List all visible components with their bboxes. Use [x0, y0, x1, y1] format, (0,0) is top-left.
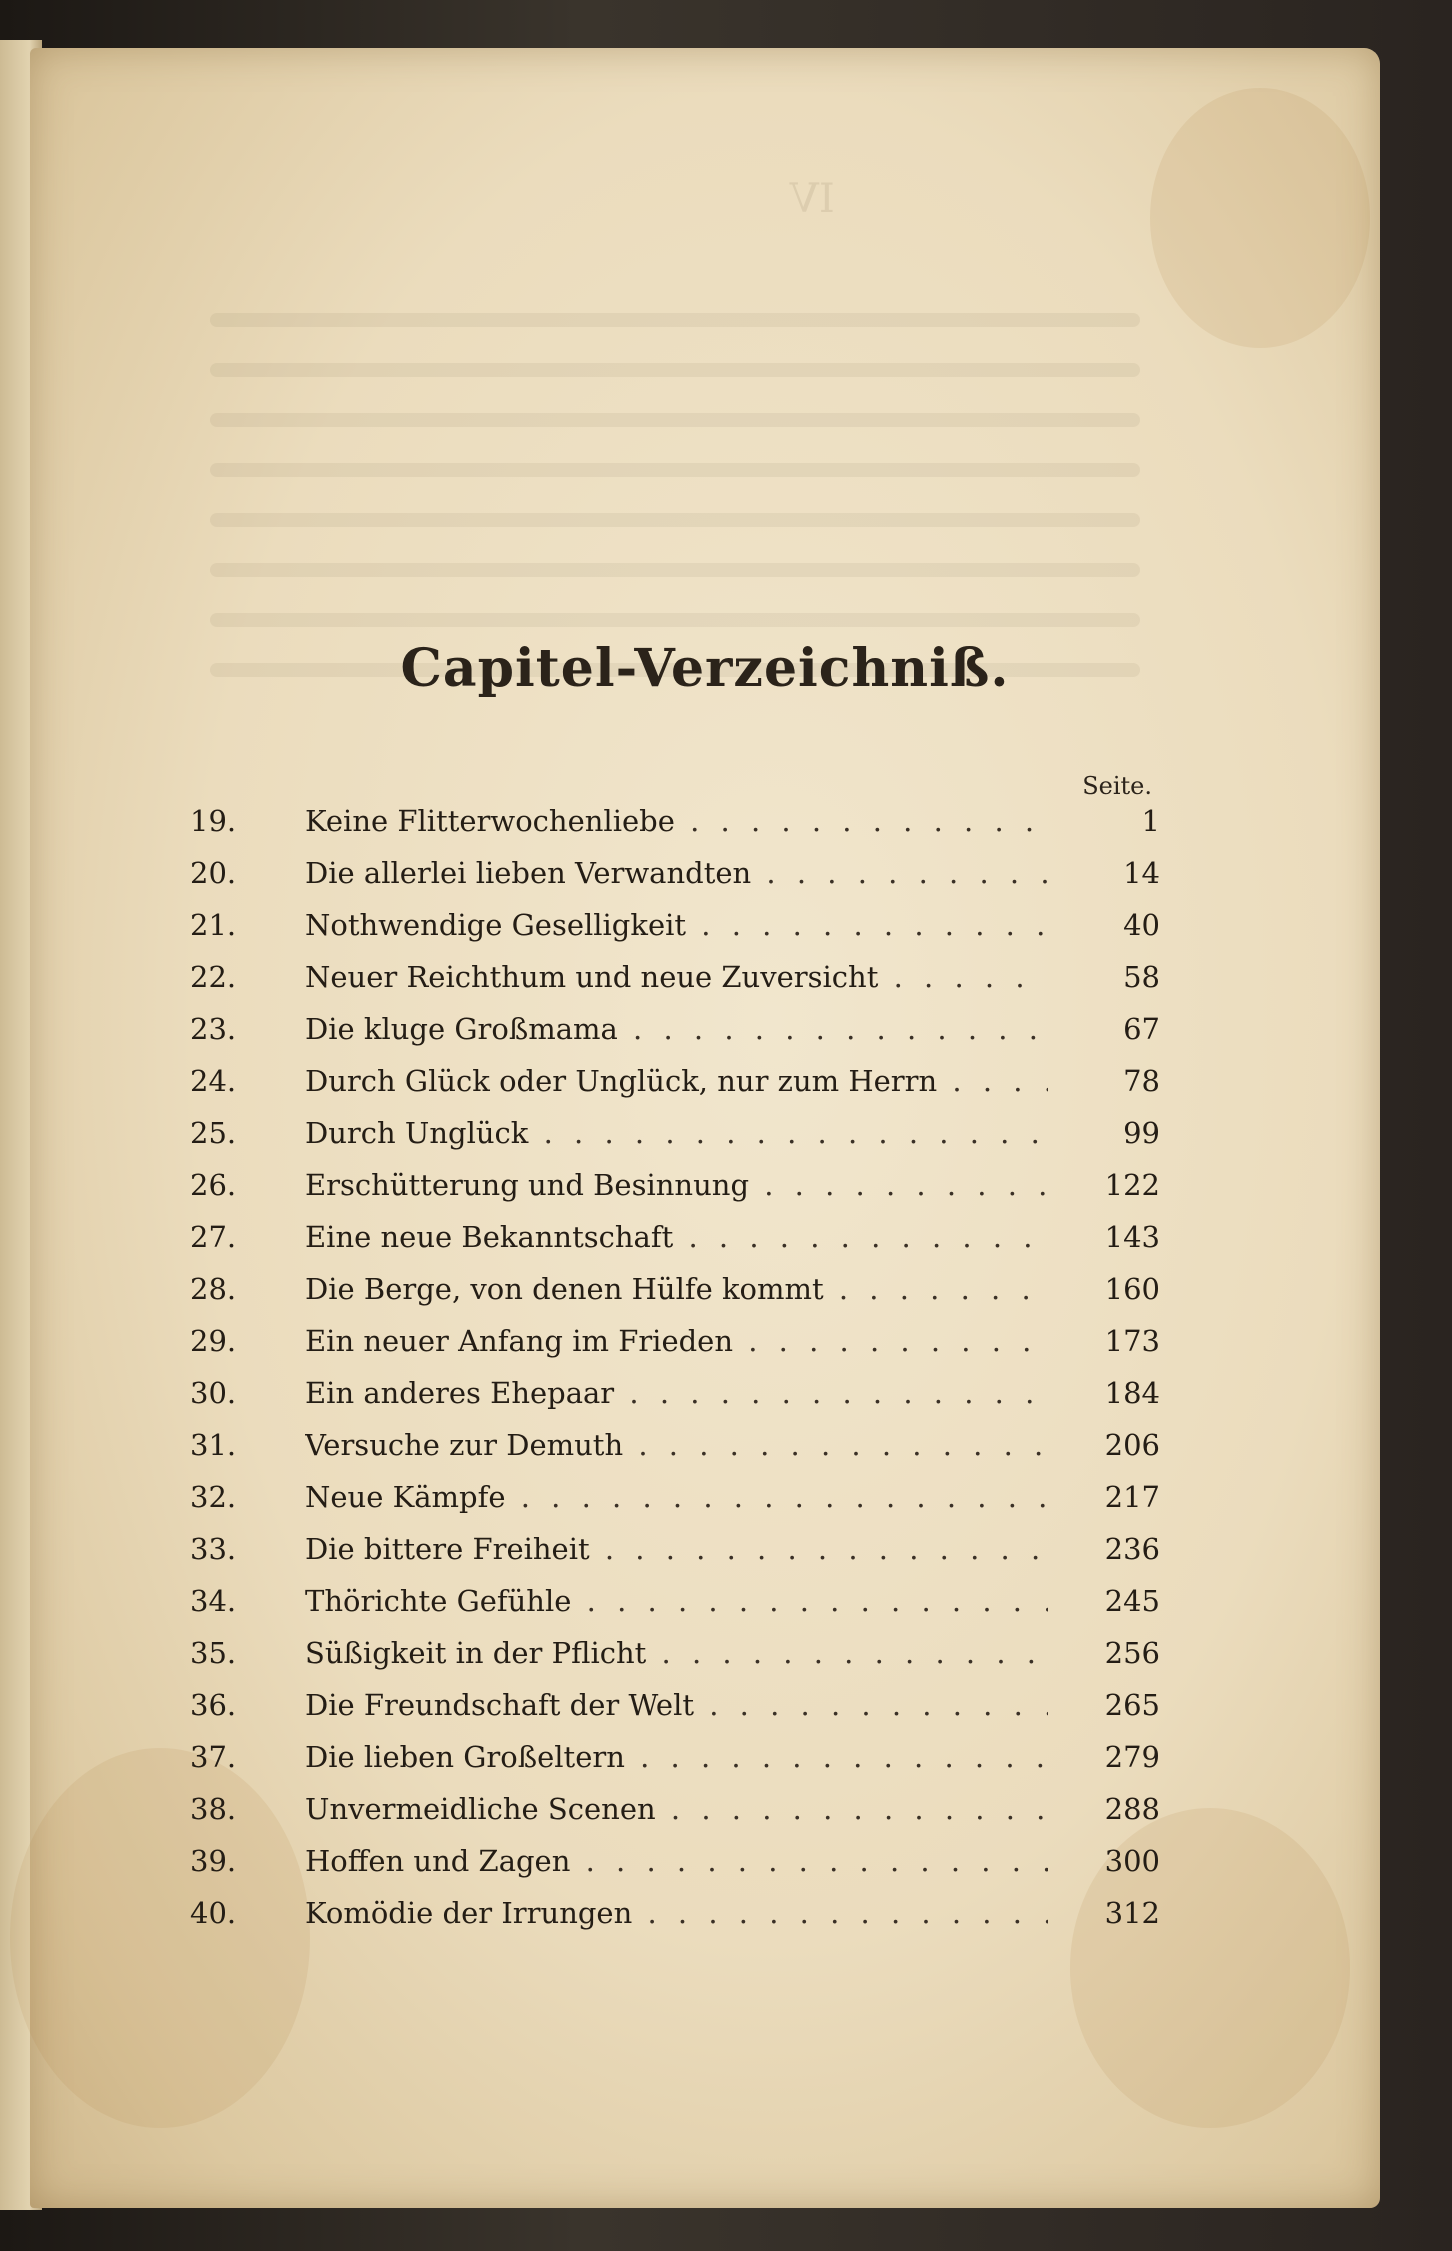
toc-entry — [190, 1366, 1160, 1418]
chapter-page-number: 99 — [1123, 1116, 1160, 1150]
toc-entry — [190, 1210, 1160, 1262]
chapter-title: Erschütterung und Besinnung . . . — [305, 1168, 1048, 1202]
chapter-page-number: 14 — [1123, 856, 1160, 890]
chapter-title: Die lieben Großeltern . . . — [305, 1740, 1048, 1774]
chapter-title: Keine Flitterwochenliebe . . . — [305, 804, 1048, 838]
bleed-through-line — [210, 513, 1140, 527]
chapter-title: Nothwendige Geselligkeit . . . — [305, 908, 1048, 942]
toc-entry — [190, 1158, 1160, 1210]
chapter-number: 22. — [190, 960, 237, 994]
chapter-number: 40. — [190, 1896, 237, 1930]
bleed-through-line — [210, 413, 1140, 427]
toc-entry — [190, 1106, 1160, 1158]
chapter-title: Unvermeidliche Scenen . . . — [305, 1792, 1048, 1826]
chapter-number: 34. — [190, 1584, 237, 1618]
chapter-title: Ein anderes Ehepaar . . . — [305, 1376, 1048, 1410]
toc-entry — [190, 1782, 1160, 1834]
chapter-page-number: 256 — [1104, 1636, 1160, 1670]
book-page — [30, 48, 1380, 2208]
bleed-through-line — [210, 363, 1140, 377]
chapter-number: 25. — [190, 1116, 237, 1150]
chapter-page-number: 40 — [1123, 908, 1160, 942]
chapter-title: Süßigkeit in der Pflicht . . . — [305, 1636, 1048, 1670]
chapter-title: Neuer Reichthum und neue Zuversicht . . . — [305, 960, 1048, 994]
chapter-page-number: 184 — [1104, 1376, 1160, 1410]
chapter-title: Die bittere Freiheit . . . — [305, 1532, 1048, 1566]
chapter-number: 30. — [190, 1376, 237, 1410]
chapter-number: 26. — [190, 1168, 237, 1202]
chapter-page-number: 300 — [1104, 1844, 1160, 1878]
chapter-page-number: 173 — [1104, 1324, 1160, 1358]
chapter-page-number: 279 — [1104, 1740, 1160, 1774]
chapter-page-number: 160 — [1104, 1272, 1160, 1306]
chapter-title: Die Freundschaft der Welt . . . — [305, 1688, 1048, 1722]
chapter-number: 19. — [190, 804, 237, 838]
chapter-page-number: 265 — [1104, 1688, 1160, 1722]
chapter-number: 24. — [190, 1064, 237, 1098]
chapter-number: 33. — [190, 1532, 237, 1566]
chapter-number: 36. — [190, 1688, 237, 1722]
toc-entry — [190, 1834, 1160, 1886]
bleed-through-line — [210, 313, 1140, 327]
page-column-label: Seite. — [1082, 772, 1152, 800]
chapter-number: 28. — [190, 1272, 237, 1306]
bleed-through-line — [210, 463, 1140, 477]
chapter-number: 29. — [190, 1324, 237, 1358]
chapter-title: Hoffen und Zagen . . . — [305, 1844, 1048, 1878]
chapter-number: 39. — [190, 1844, 237, 1878]
chapter-page-number: 206 — [1104, 1428, 1160, 1462]
page-title: Capitel-Verzeichniß. — [400, 638, 1010, 699]
chapter-number: 32. — [190, 1480, 237, 1514]
chapter-page-number: 236 — [1104, 1532, 1160, 1566]
toc-entry — [190, 1730, 1160, 1782]
toc-entry — [190, 1886, 1160, 1938]
chapter-title: Ein neuer Anfang im Frieden . . . — [305, 1324, 1048, 1358]
bleed-through-line — [210, 563, 1140, 577]
chapter-title: Durch Unglück . . . — [305, 1116, 1048, 1150]
chapter-number: 20. — [190, 856, 237, 890]
toc-entry — [190, 1470, 1160, 1522]
toc-entry — [190, 950, 1160, 1002]
chapter-page-number: 143 — [1104, 1220, 1160, 1254]
toc-entry — [190, 794, 1160, 846]
chapter-title: Durch Glück oder Unglück, nur zum Herrn . . . — [305, 1064, 1048, 1098]
table-of-contents — [190, 794, 1160, 1938]
chapter-number: 21. — [190, 908, 237, 942]
toc-entry — [190, 1002, 1160, 1054]
toc-entry — [190, 1262, 1160, 1314]
toc-entry — [190, 1522, 1160, 1574]
chapter-page-number: 122 — [1104, 1168, 1160, 1202]
chapter-title: Versuche zur Demuth . . . — [305, 1428, 1048, 1462]
toc-entry — [190, 846, 1160, 898]
chapter-page-number: 245 — [1104, 1584, 1160, 1618]
chapter-number: 35. — [190, 1636, 237, 1670]
chapter-title: Thörichte Gefühle . . . — [305, 1584, 1048, 1618]
bleed-through-page-number: IV — [790, 176, 835, 222]
chapter-title: Die kluge Großmama . . . — [305, 1012, 1048, 1046]
chapter-page-number: 217 — [1104, 1480, 1160, 1514]
chapter-number: 38. — [190, 1792, 237, 1826]
toc-entry — [190, 1314, 1160, 1366]
bleed-through-line — [210, 613, 1140, 627]
chapter-number: 27. — [190, 1220, 237, 1254]
toc-entry — [190, 1678, 1160, 1730]
chapter-page-number: 78 — [1123, 1064, 1160, 1098]
chapter-title: Die Berge, von denen Hülfe kommt . . . — [305, 1272, 1048, 1306]
chapter-page-number: 288 — [1104, 1792, 1160, 1826]
chapter-title: Neue Kämpfe . . . — [305, 1480, 1048, 1514]
chapter-page-number: 1 — [1141, 804, 1160, 838]
toc-entry — [190, 1054, 1160, 1106]
toc-entry — [190, 1626, 1160, 1678]
chapter-page-number: 312 — [1104, 1896, 1160, 1930]
chapter-number: 37. — [190, 1740, 237, 1774]
chapter-number: 31. — [190, 1428, 237, 1462]
chapter-title: Komödie der Irrungen . . . — [305, 1896, 1048, 1930]
toc-entry — [190, 1418, 1160, 1470]
chapter-page-number: 58 — [1123, 960, 1160, 994]
chapter-title: Die allerlei lieben Verwandten . . . — [305, 856, 1048, 890]
chapter-number: 23. — [190, 1012, 237, 1046]
chapter-page-number: 67 — [1123, 1012, 1160, 1046]
toc-entry — [190, 898, 1160, 950]
chapter-title: Eine neue Bekanntschaft . . . — [305, 1220, 1048, 1254]
toc-entry — [190, 1574, 1160, 1626]
